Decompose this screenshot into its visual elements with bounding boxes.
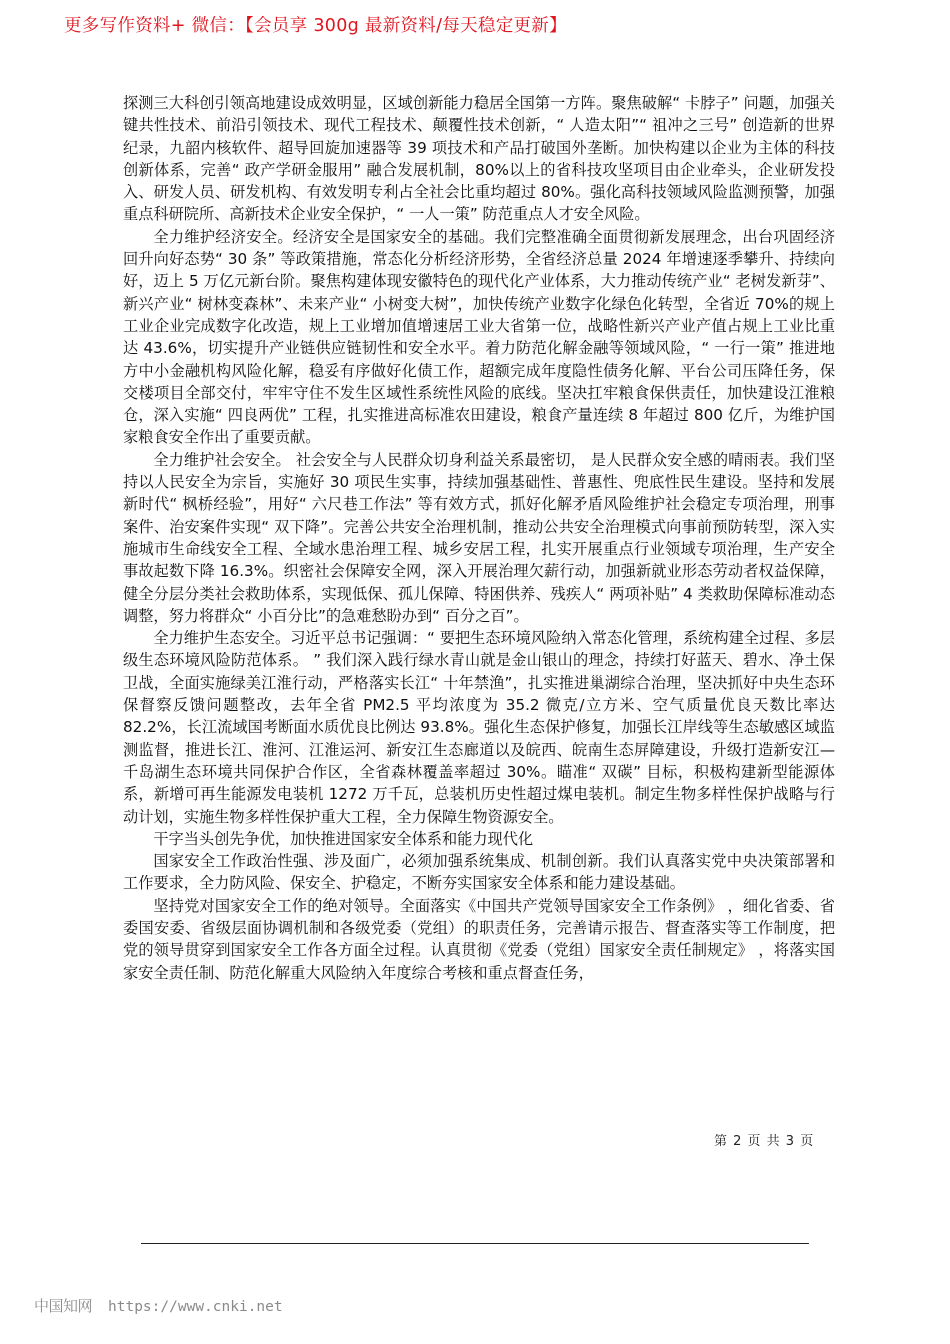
page-number: 第 2 页 共 3 页 xyxy=(714,1134,815,1149)
footer-divider xyxy=(141,1243,809,1244)
paragraph-system-integration: 国家安全工作政治性强、涉及面广，必须加强系统集成、机制创新。我们认真落实党中央决策部署和工作要求，全力防风险、保安全、护稳定，不断夯实国家安全体系和能力建设基础。 xyxy=(123,852,835,893)
section-heading: 干字当头创先争优，加快推进国家安全体系和能力现代化 xyxy=(153,829,534,848)
cnki-logo: 中国知网 xyxy=(34,1297,93,1315)
paragraph-tech-security: 探测三大科创引领高地建设成效明显，区域创新能力稳居全国第一方阵。聚焦破解“ 卡脖子” 问题，加强关键共性技术、前沿引领技术、现代工程技术、颠覆性技术创新，“ 人造太阳”“ 祖冲之三号” 创造新的世界纪录，九韶内核软件、超导回旋加速器等 39 项技术和产品打破国外垄断。加快构建以企业为主体的科技创新体系，完善“ 政产学研金服用” 融合发展机制，80%以上的省科技攻坚项目由企业牵头，企业研发投入、研发人员、研发机构、有效发明专利占全社会比重均超过 80%。强化高科技领域风险监测预警，加强重点科研院所、高新技术企业安全保护，“ 一人一策” 防范重点人才安全风险。 xyxy=(123,94,835,224)
paragraph-ecological-security: 全力维护生态安全。习近平总书记强调：“ 要把生态环境风险纳入常态化管理，系统构建全过程、多层级生态环境风险防范体系。 ” 我们深入践行绿水青山就是金山银山的理念，持续打好蓝天、碧水、净土保卫战，全面实施绿美江淮行动，严格落实长江“ 十年禁渔”，扎实推进巢湖综合治理，坚决抓好中央生态环保督察反馈问题整改，去年全省 PM2.5 平均浓度为 35.2 微克/立方米、空气质量优良天数比率达 82.2%，长江流域国考断面水质优良比例达 93.8%。强化生态保护修复，加强长江岸线等生态敏感区域监测监督，推进长江、淮河、江淮运河、新安江生态廊道以及皖西、皖南生态屏障建设，升级打造新安江—千岛湖生态环境共同保护合作区，全省森林覆盖率超过 30%。瞄准“ 双碳” 目标，积极构建新型能源体系，新增可再生能源发电装机 1272 万千瓦，总装机历史性超过煤电装机。制定生物多样性保护战略与行动计划，实施生物多样性保护重大工程，全力保障生物资源安全。 xyxy=(123,629,835,826)
paragraph-party-leadership: 坚持党对国家安全工作的绝对领导。全面落实《中国共产党领导国家安全工作条例》 ，细化省委、省委国安委、省级层面协调机制和各级党委（党组）的职责任务，完善请示报告、督查落实等工作制度，把党的领导贯穿到国家安全工作各方面全过程。认真贯彻《党委（党组）国家安全责任制规定》 ，将落实国家安全责任制、防范化解重大风险纳入年度综合考核和重点督查任务， xyxy=(123,896,835,982)
paragraph-economic-security: 全力维护经济安全。经济安全是国家安全的基础。我们完整准确全面贯彻新发展理念，出台巩固经济回升向好态势“ 30 条” 等政策措施，常态化分析经济形势，全省经济总量 2024 年增速逐季攀升、持续向好，迈上 5 万亿元新台阶。聚焦构建体现安徽特色的现代化产业体系，大力推动传统产业“ 老树发新芽”、新兴产业“ 树林变森林”、未来产业“ 小树变大树”，加快传统产业数字化绿色化转型，全省近 70%的规上工业企业完成数字化改造，规上工业增加值增速居工业大省第一位，战略性新兴产业产值占规上工业比重达 43.6%，切实提升产业链供应链韧性和安全水平。着力防范化解金融等领域风险，“ 一行一策” 推进地方中小金融机构风险化解，稳妥有序做好化债工作，超额完成年度隐性债务化解、平台公司压降任务，保交楼项目全部交付，牢牢守住不发生区域性系统性风险的底线。坚决扛牢粮食保供责任，加快建设江淮粮仓，深入实施“ 四良两优” 工程，扎实推进高标准农田建设，粮食产量连续 8 年超过 800 亿斤，为维护国家粮食安全作出了重要贡献。 xyxy=(123,227,835,447)
cnki-watermark xyxy=(34,1295,283,1316)
cnki-url[interactable]: https://www.cnki.net xyxy=(108,1299,283,1315)
promo-banner: 更多写作资料+ 微信：【会员享 300g 最新资料/每天稳定更新】 xyxy=(64,16,567,36)
paragraph-social-security: 全力维护社会安全。 社会安全与人民群众切身利益关系最密切， 是人民群众安全感的晴雨表。我们坚持以人民安全为宗旨，实施好 30 项民生实事，持续加强基础性、普惠性、兜底性民生建设。坚持和发展新时代“ 枫桥经验”，用好“ 六尺巷工作法” 等有效方式，抓好化解矛盾风险维护社会稳定专项治理，刑事案件、治安案件实现“ 双下降”。完善公共安全治理机制，推动公共安全治理模式向事前预防转型，深入实施城市生命线安全工程、全域水患治理工程、城乡安居工程，扎实开展重点行业领域专项治理，生产安全事故起数下降 16.3%。织密社会保障安全网，深入开展治理欠薪行动，加强新就业形态劳动者权益保障，健全分层分类社会救助体系，实现低保、孤儿保障、特困供养、残疾人“ 两项补贴” 4 类救助保障标准动态调整，努力将群众“ 小百分比”的急难愁盼办到“ 百分之百”。 xyxy=(123,450,835,625)
document-body xyxy=(123,92,835,984)
